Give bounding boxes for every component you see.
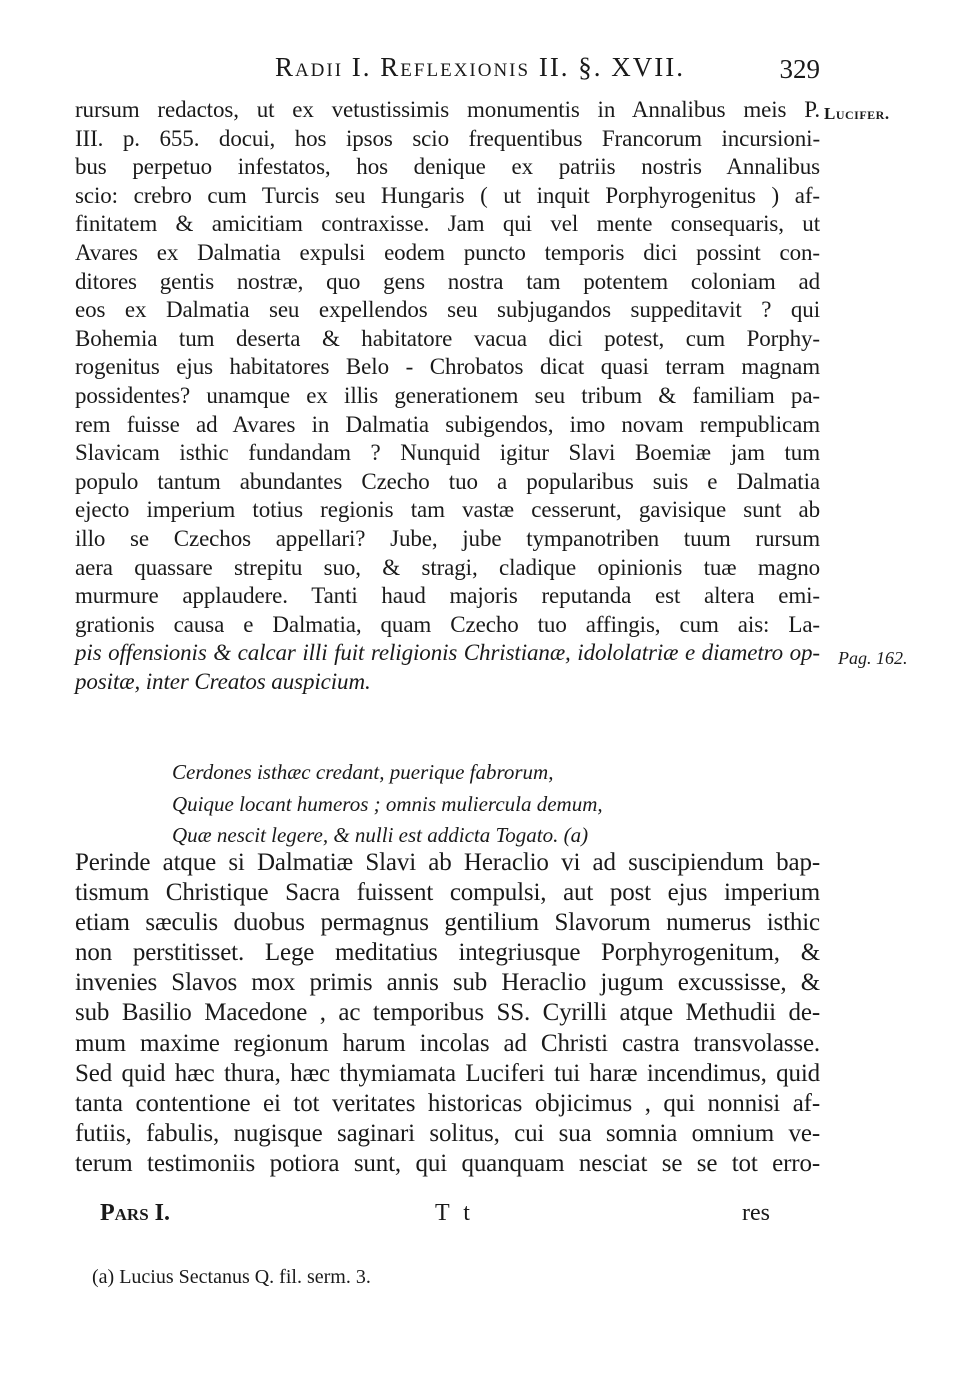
margin-note-page-ref: Pag. 162. bbox=[838, 648, 908, 668]
text-line: scio: crebro cum Turcis seu Hungaris ( ut inquit Porphyrogenitus ) af- bbox=[75, 182, 820, 208]
text-line: rogenitus ejus habitatores Belo - Chrobatos dicat quasi terram magnam bbox=[75, 354, 820, 380]
text-line: tismum Christique Sacra fuissent compulsi, aut post ejus imperium bbox=[75, 879, 820, 907]
text-line: etiam sæculis duobus permagnus gentilium Slavorum numerus isthic bbox=[75, 909, 820, 937]
main-text-block bbox=[75, 96, 820, 696]
text-line: eos ex Dalmatia seu expellendos seu subjugandos suppeditavit ? qui bbox=[75, 297, 820, 323]
text-line: invenies Slavos mox primis annis sub Heraclio jugum excussisse, & bbox=[75, 969, 820, 997]
text-line: Avares ex Dalmatia expulsi eodem puncto temporis dici possint con- bbox=[75, 239, 820, 265]
page-header bbox=[0, 52, 960, 92]
footnote: (a) Lucius Sectanus Q. fil. serm. 3. bbox=[92, 1266, 371, 1288]
running-head: Radii I. Reflexionis II. §. XVII. bbox=[274, 52, 686, 82]
text-line: sub Basilio Macedone , ac temporibus SS. Cyrilli atque Methudii de- bbox=[75, 999, 820, 1027]
main-text-block-2 bbox=[75, 848, 820, 1179]
signature-part: Pars I. bbox=[100, 1200, 171, 1226]
text-line: Sed quid hæc thura, hæc thymiamata Luciferi tui haræ incendimus, quid bbox=[75, 1059, 820, 1087]
text-line: populo tantum abundantes Czecho tuo a popularibus suis e Dalmatia bbox=[75, 468, 820, 494]
text-line: murmure applaudere. Tanti haud majoris reputanda est altera emi- bbox=[75, 583, 820, 609]
text-line: Perinde atque si Dalmatiæ Slavi ab Heraclio vi ad suscipiendum bap- bbox=[75, 849, 820, 876]
text-line: Bohemia tum deserta & habitatore vacua dici potest, cum Porphy- bbox=[75, 325, 820, 351]
text-line: rem fuisse ad Avares in Dalmatia subigendos, imo novam rempublicam bbox=[75, 411, 820, 437]
signature-mark: T t bbox=[435, 1200, 474, 1226]
verse-line: Quæ nescit legere, & nulli est addicta Togato. (a) bbox=[172, 823, 589, 847]
text-line: non perstitisset. Lege meditatius integriusque Porphyrogenitum, & bbox=[75, 939, 820, 967]
text-line: possidentes? unamque ex illis generationem seu tribum & familiam pa- bbox=[75, 382, 820, 408]
catchline bbox=[100, 1200, 800, 1230]
text-line: mum maxime regionum harum incolas ad Christi castra transvolasse. bbox=[75, 1029, 820, 1057]
text-line: grationis causa e Dalmatia, quam Czecho tuo affingis, cum ais: La- bbox=[75, 611, 820, 637]
text-line: futiis, fabulis, nugisque saginari solitus, cui sua somnia omnium ve- bbox=[75, 1119, 820, 1147]
verse-line: Quique locant humeros ; omnis muliercula demum, bbox=[172, 791, 603, 816]
verse-quotation bbox=[172, 757, 732, 852]
text-line: aera quassare strepitu suo, & stragi, cladique opinionis tuæ magno bbox=[75, 554, 820, 580]
text-line: Slavicam isthic fundandam ? Nunquid igitur Slavi Boemiæ jam tum bbox=[75, 440, 820, 466]
text-line: finitatem & amicitiam contraxisse. Jam qui vel mente consequaris, ut bbox=[75, 211, 820, 237]
text-line: III. p. 655. docui, hos ipsos scio frequentibus Francorum incursioni- bbox=[75, 125, 820, 151]
text-line: rursum redactos, ut ex vetustissimis monumentis in Annalibus meis P. bbox=[75, 97, 820, 122]
page-number: 329 bbox=[779, 54, 820, 84]
text-line: pis offensionis & calcar illi fuit religionis Christianæ, idololatriæ e diametro op- bbox=[75, 640, 820, 666]
text-line: tanta contentione ei tot veritates historicas objicimus , qui nonnisi af- bbox=[75, 1089, 820, 1117]
text-line: ditores gentis nostræ, quo gens nostra tam potentem coloniam ad bbox=[75, 268, 820, 294]
text-line: illo se Czechos appellari? Jube, jube tympanotriben tuum rursum bbox=[75, 525, 820, 551]
catchword: res bbox=[742, 1200, 770, 1226]
text-line: bus perpetuo infestatos, hos denique ex patriis nostris Annalibus bbox=[75, 154, 820, 180]
text-line: positæ, inter Creatos auspicium. bbox=[75, 668, 371, 694]
text-line: ejecto imperium totius regionis tam vastæ cesserunt, gavisique sunt ab bbox=[75, 497, 820, 523]
text-line: terum testimoniis potiora sunt, qui quanquam nesciat se se tot erro- bbox=[75, 1149, 820, 1177]
margin-note-lucifer: Lucifer. bbox=[824, 104, 890, 123]
verse-line: Cerdones isthæc credant, puerique fabrorum, bbox=[172, 760, 554, 784]
